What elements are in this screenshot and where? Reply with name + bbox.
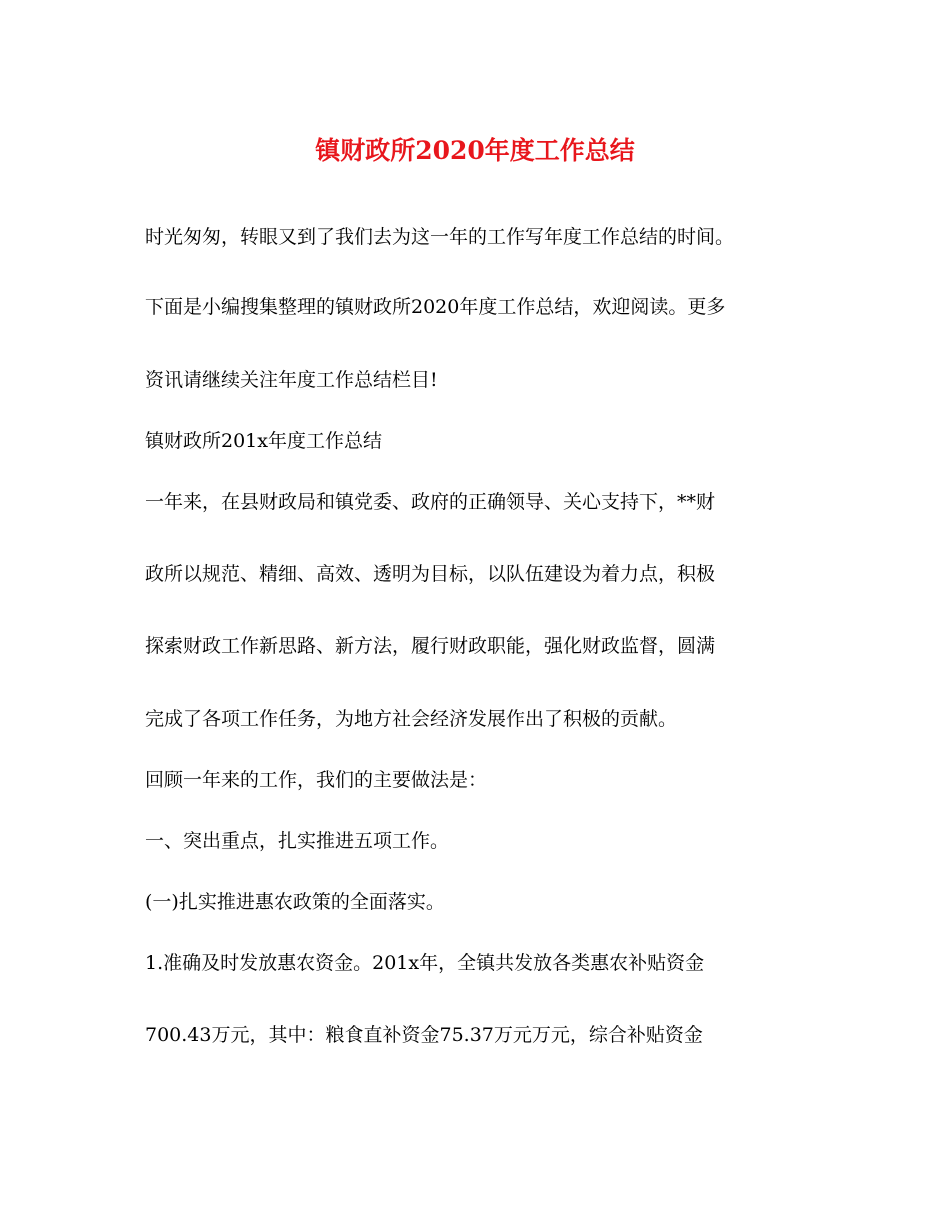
paragraph-line-3: 资讯请继续关注年度工作总结栏目! [145,369,438,391]
paragraph-line-6: 政所以规范、精细、高效、透明为目标，以队伍建设为着力点，积极 [145,563,716,585]
paragraph-line-12: 1.准确及时发放惠农资金。201x年，全镇共发放各类惠农补贴资金 [145,952,705,974]
paragraph-line-13: 700.43万元，其中：粮食直补资金75.37万元万元，综合补贴资金 [145,1024,703,1046]
paragraph-line-9: 回顾一年来的工作，我们的主要做法是： [145,769,488,791]
document-title: 镇财政所2020年度工作总结 [315,136,635,165]
paragraph-line-2: 下面是小编搜集整理的镇财政所2020年度工作总结，欢迎阅读。更多 [145,296,726,318]
paragraph-line-10: 一、突出重点，扎实推进五项工作。 [145,830,450,852]
paragraph-line-1: 时光匆匆，转眼又到了我们去为这一年的工作写年度工作总结的时间。 [145,226,735,248]
paragraph-line-8: 完成了各项工作任务，为地方社会经济发展作出了积极的贡献。 [145,708,678,730]
paragraph-line-7: 探索财政工作新思路、新方法，履行财政职能，强化财政监督，圆满 [145,635,716,657]
paragraph-line-4: 镇财政所201x年度工作总结 [145,430,382,452]
paragraph-line-5: 一年来，在县财政局和镇党委、政府的正确领导、关心支持下，**财 [145,491,716,513]
paragraph-line-11: (一)扎实推进惠农政策的全面落实。 [145,891,445,913]
